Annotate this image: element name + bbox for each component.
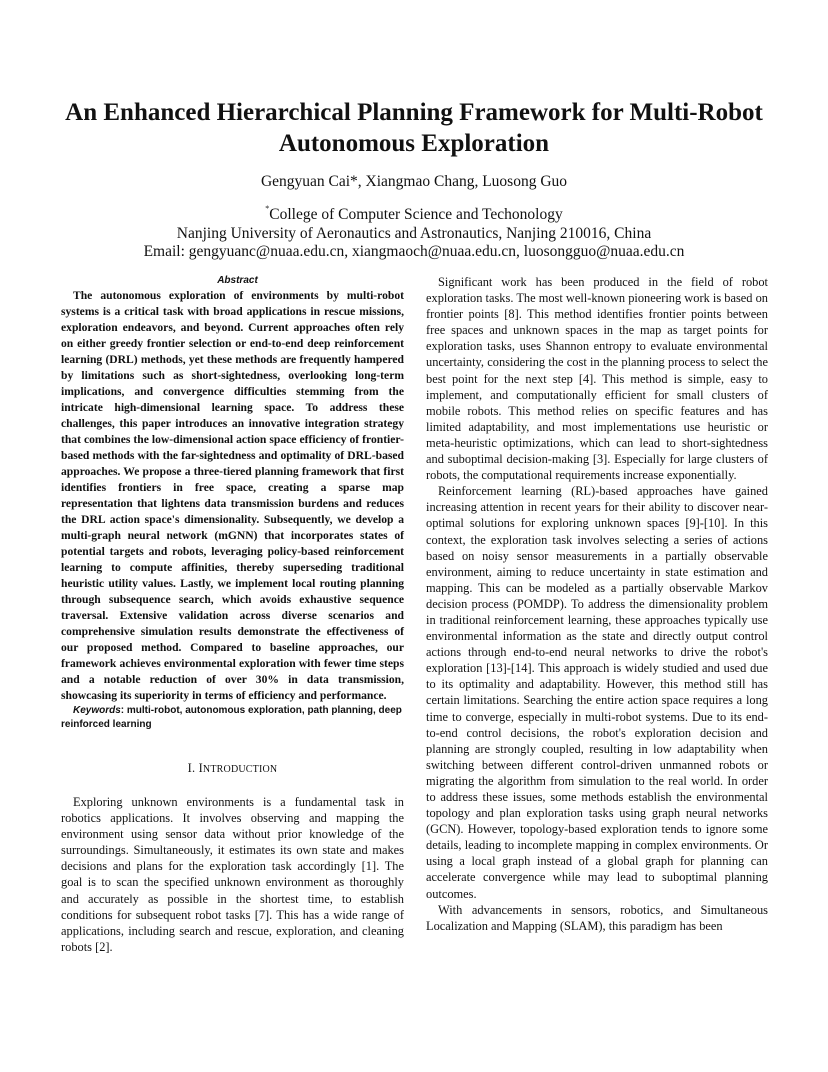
right-column <box>426 274 768 934</box>
section-rest: NTRODUCTION <box>202 764 278 775</box>
affiliation-marker: * <box>265 204 270 213</box>
abstract-heading: Abstract <box>217 275 258 286</box>
section-initial: I <box>198 761 203 775</box>
author-list: Gengyuan Cai*, Xiangmao Chang, Luosong Guo <box>260 173 568 190</box>
affiliation-dept <box>40 200 788 225</box>
affiliation-line-2: Nanjing University of Aeronautics and Astronautics, Nanjing 210016, China <box>176 224 652 242</box>
intro-paragraph: Exploring unknown environments is a fundamental task in robotics applications. It involves observing and mapping the environment using sensor data without prior knowledge of the surroundings. Simultaneously, it estimates its own state and makes decisions and plans for the exploration task accordingly [1]. The goal is to scan the specified unknown environment as thoroughly and accurately as possible in the shortest time, to establish conditions for subsequent robot tasks [7]. This has a wide range of applications, including search and rescue, exploration, and cleaning robots [2]. <box>61 795 404 954</box>
body-paragraph: Significant work has been produced in the field of robot exploration tasks. The most well-known pioneering work is based on frontier points [8]. This method identifies frontier points between free spaces and unknown spaces in the map as target points for exploration tasks, uses Shannon entropy to evaluate environmental uncertainty, considering the cost in the planning process to select the best point for the next step [4]. This method is simple, easy to implement, and computationally efficient for small clusters of mobile robots. This method relies on specific features and has limited adaptability, and most implementations use heuristic or meta-heuristic optimizations, which can lead to short-sightedness and suboptimal decision-making [3]. Especially for large clusters of robots, the computational requirements increase exponentially. <box>426 275 768 483</box>
affiliation-block <box>40 200 788 262</box>
left-column <box>61 274 404 955</box>
keywords-text: : multi-robot, autonomous exploration, path planning, deep reinforced learning <box>61 705 402 730</box>
keywords <box>61 704 404 732</box>
keywords-label: Keywords <box>73 705 121 716</box>
section-number: I. <box>187 761 196 775</box>
affiliation-line-1: College of Computer Science and Techonology <box>269 206 563 223</box>
abstract-body: The autonomous exploration of environments by multi-robot systems is a critical task with broad applications in rescue missions, exploration endeavors, and beyond. Current approaches often rely on either greedy frontier selection or end-to-end deep reinforcement learning (DRL) methods, yet these methods are frequently hampered by limitations such as short-sightedness, overlooking long-term implications, and convergence difficulties stemming from the intricate high-dimensional learning space. To address these challenges, this paper introduces an innovative integration strategy that combines the low-dimensional action space efficiency of frontier-based methods with the far-sightedness and optimality of DRL-based approaches. We propose a three-tiered planning framework that first identifies frontiers in free space, creating a sparse map representation that lightens data transmission burdens and reduces the DRL action space's dimensionality. Subsequently, we develop a multi-graph neural network (mGNN) that incorporates states of potential targets and robots, leveraging policy-based reinforcement learning to compute affinities, thereby superseding traditional heuristic utility values. Lastly, we implement local routing planning through subsequence search, which avoids exhaustive sequence traversal. Extensive validation across diverse scenarios and comprehensive simulation results demonstrate the effectiveness of our proposed method. Compared to baseline approaches, our framework achieves environmental exploration with fewer time steps and a notable reduction of over 30% in data transmission, showcasing its superiority in terms of efficiency and performance. <box>61 289 404 702</box>
paper-title: An Enhanced Hierarchical Planning Framework for Multi-Robot Autonomous Exploration <box>65 99 763 157</box>
section-heading-introduction <box>61 760 404 778</box>
affiliation-email: Email: gengyuanc@nuaa.edu.cn, xiangmaoch@nuaa.edu.cn, luosongguo@nuaa.edu.cn <box>143 243 685 260</box>
body-paragraph: With advancements in sensors, robotics, and Simultaneous Localization and Mapping (SLAM), this paradigm has been <box>426 902 768 933</box>
body-paragraph: Reinforcement learning (RL)-based approaches have gained increasing attention in recent years for their ability to discover near-optimal solutions for exploring unknown spaces [9]-[10]. In this context, the exploration task involves selecting a series of actions based on noisy sensor measurements in a partially observable environment, aiming to reduce uncertainty in state estimation and mapping. This can be modeled as a partially observable Markov decision process (POMDP). To address the dimensionality problem in traditional reinforcement learning, these approaches typically use environmental information as the state and directly output control actions through end-to-end neural networks to drive the robot's exploration [13]-[14]. This approach is widely studied and used due to its optimality and adaptability. However, this method still has certain limitations. Searching the entire action space requires a long time to converge, especially in multi-robot systems. Due to its end-to-end control decisions, the robot's exploration decision and planning are strongly coupled, resulting in low adaptability when switching between different control-driven unmanned robots or migrating the algorithm from simulation to the real world. In order to address these issues, some methods establish the environmental topology and plan exploration tasks using graph neural networks (GCN). However, topology-based exploration tends to ignore some details, leading to incomplete mapping in complex environments. Or using a local graph instead of a global graph for planning can accelerate convergence while may lead to suboptimal planning outcomes. <box>426 484 768 901</box>
